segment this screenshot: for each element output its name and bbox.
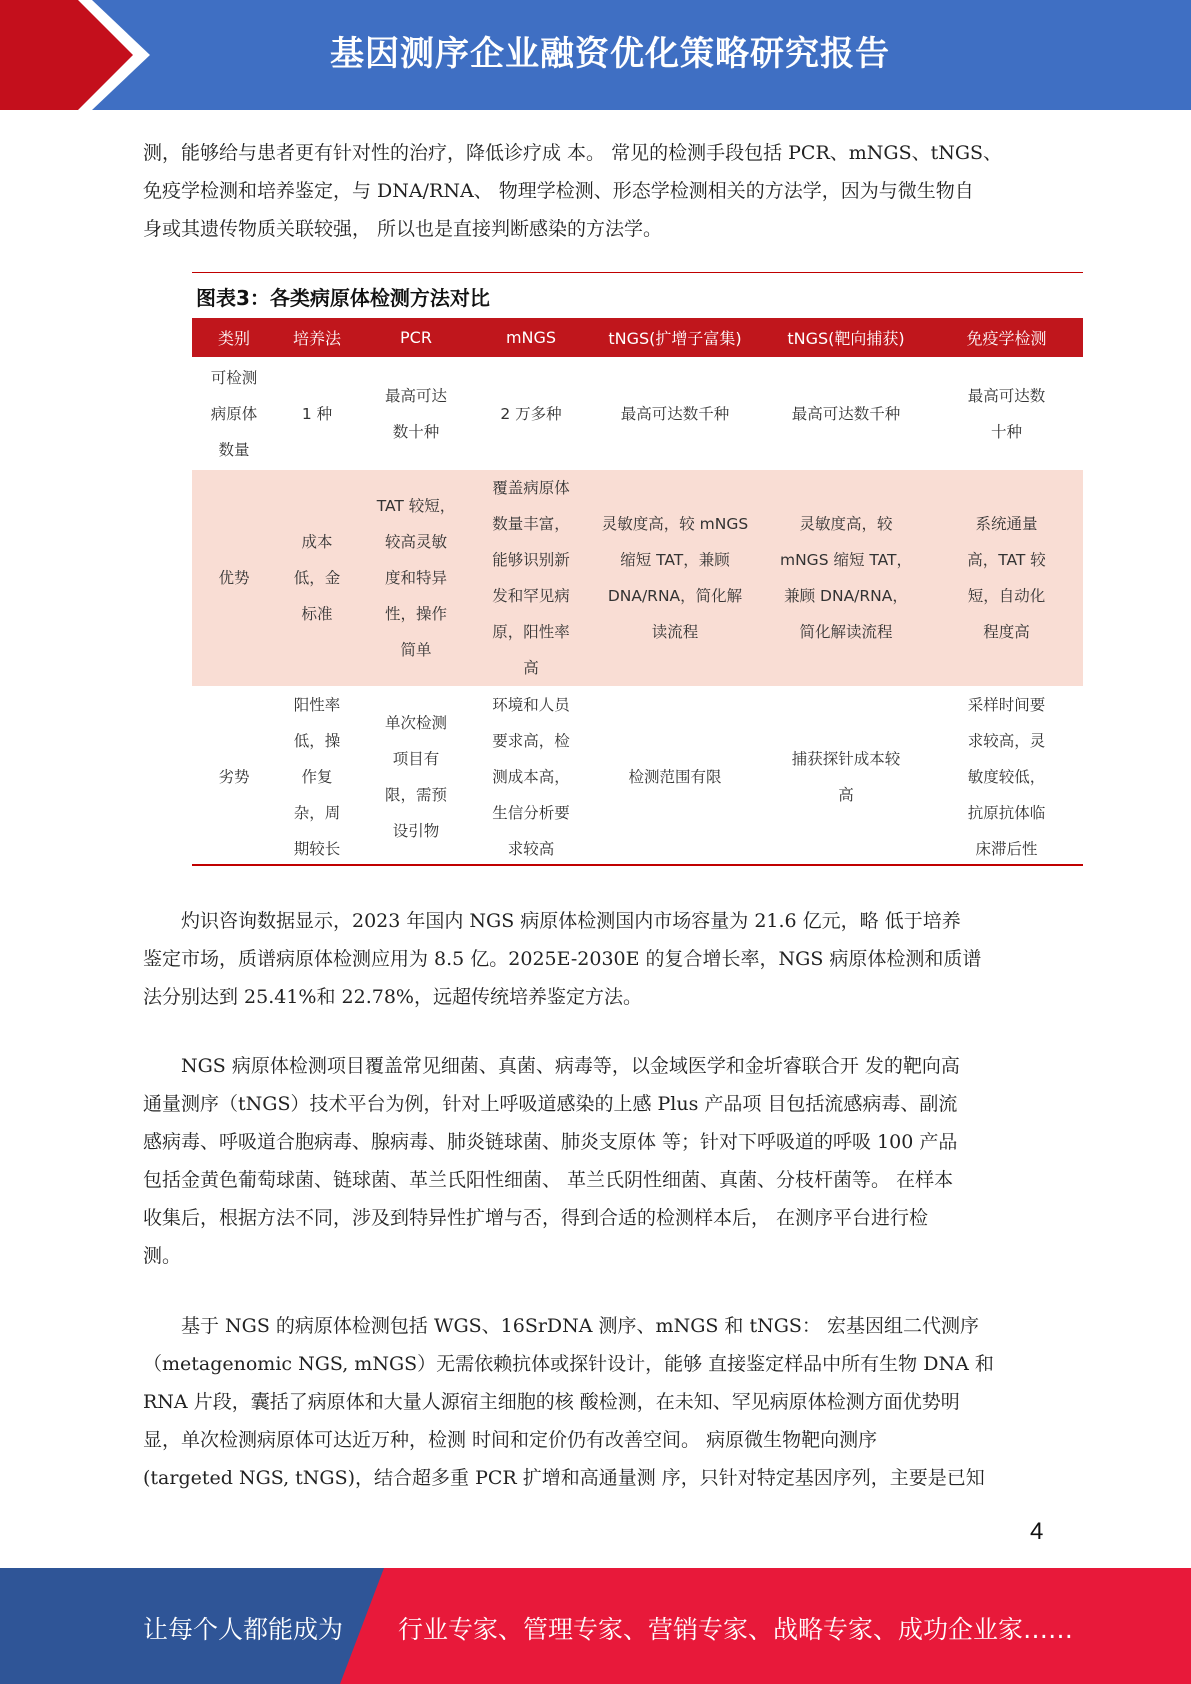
column-header: tNGS(扩增子富集) [588, 318, 762, 357]
text-line: 免疫学检测和培养鉴定，与 DNA/RNA、 物理学检测、形态学检测相关的方法学，因为与微生物自 [143, 180, 974, 202]
text-line: 包括金黄色葡萄球菌、链球菌、革兰氏阳性细菌、 革兰氏阴性细菌、真菌、分枝杆菌等。 在样本 [143, 1169, 954, 1191]
figure-title: 图表3：各类病原体检测方法对比 [196, 286, 490, 310]
table-cell: 可检测 病原体 数量 [210, 368, 258, 459]
paragraph-intro [143, 134, 1048, 248]
table-cell: 灵敏度高，较 mNGS 缩短 TAT， 兼顾 DNA/RNA， 简化解读流程 [762, 470, 930, 686]
text-line: 身或其遗传物质关联较强， 所以也是直接判断感染的方法学。 [143, 218, 663, 240]
pathogen-method-comparison-table [192, 318, 1083, 868]
footer-slogan-right: 行业专家、管理专家、营销专家、战略专家、成功企业家…… [398, 1615, 1074, 1644]
table-row-disadvantages [192, 686, 1083, 868]
table-cell: 2 万多种 [500, 404, 562, 423]
text-line: 法分别达到 25.41%和 22.78%，远超传统培养鉴定方法。 [143, 986, 642, 1008]
table-cell: TAT 较短， 较高灵敏 度和特异 性，操作 简单 [358, 470, 474, 686]
header-chevron-decoration [0, 0, 150, 110]
paragraph-ngs-methods [143, 1307, 1048, 1497]
table-cell: 阳性率 低，操 作复 杂，周 期较长 [293, 696, 341, 858]
table-cell: 覆盖病原体 数量丰富， 能够识别新 发和罕见病 原，阳性率 高 [474, 470, 588, 686]
table-header-row [192, 318, 1083, 357]
figure-bottom-rule [192, 864, 1083, 866]
text-line: 测，能够给与患者更有针对性的治疗，降低诊疗成 本。 常见的检测手段包括 PCR、mNGS、tNGS、 [143, 142, 1003, 164]
page-footer [0, 1568, 1191, 1684]
table-cell: 成本 低，金 标准 [276, 470, 358, 686]
table-cell: 采样时间要 求较高，灵 敏度较低， 抗原抗体临 床滞后性 [967, 696, 1046, 858]
text-line: 鉴定市场，质谱病原体检测应用为 8.5 亿。2025E-2030E 的复合增长率，NGS 病原体检测和质谱 [143, 948, 982, 970]
table-cell: 最高可达数 十种 [967, 386, 1046, 441]
table-cell: 1 种 [301, 404, 333, 423]
column-header: 免疫学检测 [930, 318, 1083, 357]
column-header: 培养法 [276, 318, 358, 357]
text-line: （metagenomic NGS, mNGS）无需依赖抗体或探针设计，能够 直接鉴定样品中所有生物 DNA 和 [143, 1353, 994, 1375]
text-line: NGS 病原体检测项目覆盖常见细菌、真菌、病毒等，以金域医学和金圻睿联合开 发的靶向高 [181, 1055, 960, 1077]
table-cell: 最高可达数千种 [620, 404, 730, 423]
table-row-pathogen-count [192, 357, 1083, 470]
table-cell: 最高可达数千种 [791, 404, 901, 423]
text-line: 灼识咨询数据显示，2023 年国内 NGS 病原体检测国内市场容量为 21.6 亿元，略 低于培养 [181, 910, 961, 932]
table-row-advantages [192, 470, 1083, 686]
footer-slogan-left: 让每个人都能成为 [143, 1615, 344, 1644]
text-line: 感病毒、呼吸道合胞病毒、腺病毒、肺炎链球菌、肺炎支原体 等；针对下呼吸道的呼吸 100 产品 [143, 1131, 958, 1153]
table-cell: 系统通量 高，TAT 较 短，自动化 程度高 [930, 470, 1083, 686]
column-header: PCR [358, 318, 474, 357]
text-line: (targeted NGS, tNGS)，结合超多重 PCR 扩增和高通量测 序，只针对特定基因序列，主要是已知 [143, 1467, 985, 1489]
table-cell: 最高可达 数十种 [384, 386, 447, 441]
text-line: 显，单次检测病原体可达近万种，检测 时间和定价仍有改善空间。 病原微生物靶向测序 [143, 1429, 878, 1451]
column-header: tNGS(靶向捕获) [762, 318, 930, 357]
text-line: 通量测序（tNGS）技术平台为例，针对上呼吸道感染的上感 Plus 产品项 目包括流感病毒、副流 [143, 1093, 958, 1115]
table-cell: 捕获探针成本较 高 [791, 750, 901, 804]
table-cell: 检测范围有限 [628, 768, 722, 786]
table-cell: 优势 [192, 470, 276, 686]
table-cell: 单次检测 项目有 限，需预 设引物 [384, 714, 447, 840]
text-line: RNA 片段，囊括了病原体和大量人源宿主细胞的核 酸检测，在未知、罕见病原体检测方面优势明 [143, 1391, 960, 1413]
paragraph-ngs-projects [143, 1047, 1048, 1275]
paragraph-market-size [143, 902, 1048, 1016]
text-line: 测。 [143, 1245, 182, 1267]
table-cell: 环境和人员 要求高，检 测成本高， 生信分析要 求较高 [492, 696, 570, 858]
table-cell: 灵敏度高，较 mNGS 缩短 TAT，兼顾 DNA/RNA，简化解 读流程 [588, 470, 762, 686]
table-cell: 劣势 [218, 768, 250, 786]
column-header: mNGS [474, 318, 588, 357]
figure-top-rule [192, 272, 1083, 273]
page-header [0, 0, 1191, 110]
page-number: 4 [1030, 1518, 1044, 1545]
column-header: 类别 [192, 318, 276, 357]
text-line: 收集后，根据方法不同，涉及到特异性扩增与否，得到合适的检测样本后， 在测序平台进行检 [143, 1207, 929, 1229]
text-line: 基于 NGS 的病原体检测包括 WGS、16SrDNA 测序、mNGS 和 tNGS： 宏基因组二代测序 [181, 1315, 979, 1337]
document-title: 基因测序企业融资优化策略研究报告 [330, 34, 890, 74]
